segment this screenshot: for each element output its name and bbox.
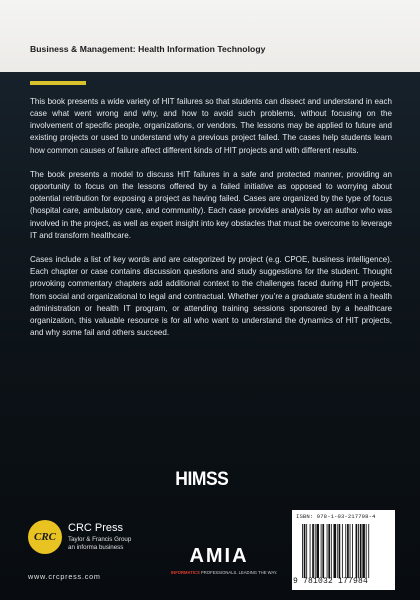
category-label: Business & Management: Health Information Technology xyxy=(30,44,266,54)
amia-tagline xyxy=(171,570,278,575)
amia-logo xyxy=(171,545,278,579)
publisher-group: Taylor & Francis Group xyxy=(68,536,132,543)
amia-tag-rest: PROFESSIONALS. LEADING THE WAY. xyxy=(199,570,278,575)
isbn-barcode xyxy=(292,510,395,590)
paragraph-1: This book presents a wide variety of HIT failures so that students can dissect and understand in each case what went wrong and why, and how to avoid such problems, without focusing on the involvement of specific people, organizations, or vendors. The lessons may be applied to future and existing projects or used to understand why a previous project failed. The cases help students learn how common causes of failure affect different kinds of HIT projects and with different results. xyxy=(30,97,392,155)
publisher-tagline: an informa business xyxy=(68,544,124,551)
accent-rule xyxy=(30,81,86,85)
barcode-bars xyxy=(302,524,387,578)
publisher-url: www.crcpress.com xyxy=(28,572,101,581)
isbn-label: ISBN: 978-1-03-217798-4 xyxy=(296,513,376,520)
amia-wordmark: AMIA xyxy=(189,545,249,567)
paragraph-3: Cases include a list of key words and are categorized by project (e.g. CPOE, business intelligence). Each chapter or case contains discussion questions and study suggestions for the student. Thought provoking commentary chapters add additional context to the challenges faced during HIT projects, from social and organizational to legal and contractual. Whether you’re a graduate student in a health administration or health IT program, or attending training sessions sponsored by a healthcare organization, this valuable resource is for all who want to understand the dynamics of HIT projects, and why some fail and others succeed. xyxy=(30,255,392,338)
publisher-block xyxy=(28,518,163,590)
crc-logo-text: CRC xyxy=(33,531,56,543)
isbn-digits: 9 781032 177984 xyxy=(293,577,369,586)
publisher-name: CRC Press xyxy=(68,522,124,534)
paragraph-2: The book presents a model to discuss HIT failures in a safe and protected manner, providing an opportunity to focus on the lessons offered by a failed initiative as opposed to worrying about potential retribution for exposing a project as having failed. Cases are organized by the type of focus (hospital care, ambulatory care, and community). Each case provides analysis by an author who was involved in the project, as well as expert insight into key obstacles that must be overcome to leverage IT and transform healthcare. xyxy=(30,169,392,240)
himss-wordmark: HIMSS xyxy=(175,469,229,490)
amia-tag-highlight: INFORMATICS xyxy=(171,570,200,575)
crc-logo-icon xyxy=(28,520,62,554)
himss-logo xyxy=(170,468,234,492)
top-band xyxy=(0,0,420,72)
description-text xyxy=(30,96,392,351)
